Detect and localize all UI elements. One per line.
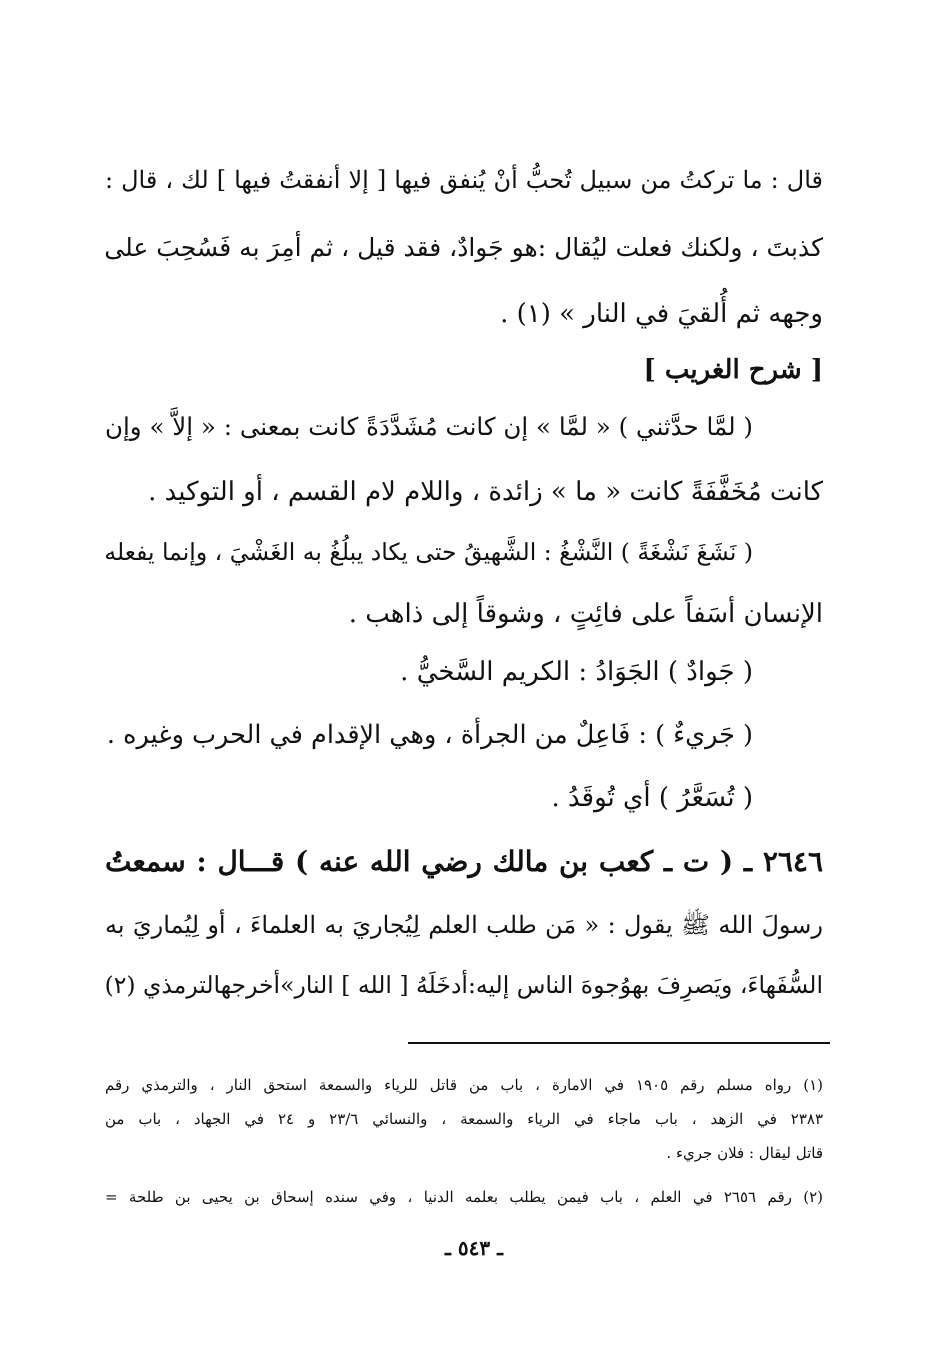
footnote-separator <box>408 1042 830 1044</box>
body-line-2: كذبتَ ، ولكنك فعلت ليُقال :هو جَوادٌ، فقد قيل ، ثم أمِرَ به فَسُحِبَ على <box>104 233 823 262</box>
gharib-line-1: ( لمَّا حدَّثني ) « لمَّا » إن كانت مُشَدَّدَةً كانت بمعنى : « إلاَّ » وإن <box>105 412 753 441</box>
hadith-line-1: رسولَ الله ﷺ يقول : « مَن طلب العلم لِيُجاريَ به العلماءَ ، أو لِيُماريَ به <box>105 911 823 939</box>
gharib-line-2: كانت مُخَفَّفَةً كانت « ما » زائدة ، واللام لام القسم ، أو التوكيد . <box>148 477 823 507</box>
body-line-1: قال : ما تركتُ من سبيل تُحبُّ أنْ يُنفق فيها [ إلا أنفقتُ فيها ] لك ، قال : <box>105 166 824 194</box>
hadith-line-2: السُّفَهاءَ، ويَصرِفَ بهوُجوهَ الناس إليه:أدخَلَهُ [ الله ] النار»أخرجهالترمذي (٢) <box>104 971 823 999</box>
gharib-heading: [ شرح الغريب ] <box>643 355 823 385</box>
hadith-heading: ٢٦٤٦ ـ ( ت ـ كعب بن مالك رضي الله عنه ) قـــال : سمعتُ <box>105 845 823 878</box>
footnote-line-2: ٢٣٨٣ في الزهد ، باب ماجاء في الرياء والسمعة ، والنسائي ٢٣/٦ و ٢٤ في الجهاد ، باب من <box>105 1110 824 1128</box>
gharib-line-6: ( جَريءٌ ) : فَاعِلٌ من الجرأة ، وهي الإقدام في الحرب وغيره . <box>106 720 753 750</box>
body-line-3: وجهه ثم أُلقيَ في النار » (١) . <box>500 299 823 329</box>
footnote-line-4: (٢) رقم ٢٦٥٦ في العلم ، باب فيمن يطلب بعلمه الدنيا ، وفي سنده إسحاق بن يحيى بن طلحة = <box>105 1188 823 1206</box>
footnote-line-1: (١) رواه مسلم رقم ١٩٠٥ في الامارة ، باب من قاتل للرياء والسمعة استحق النار ، والترمذي رقم <box>105 1076 823 1094</box>
gharib-line-5: ( جَوادٌ ) الجَوَادُ : الكريم السَّخيُّ . <box>400 657 753 687</box>
gharib-line-4: الإنسان أسَفاً على فائِتٍ ، وشوقاً إلى ذاهب . <box>348 599 823 629</box>
gharib-line-3: ( نَشَغَ نَشْغَةً ) النَّشْغُ : الشَّهيقُ حتى يكاد يبلُغُ به الغَشْيَ ، وإنما يفعله <box>104 538 753 566</box>
gharib-line-7: ( تُسَعَّرُ ) أي تُوقَدُ . <box>551 783 753 813</box>
footnote-line-3: قاتل ليقال : فلان جريء . <box>666 1144 823 1162</box>
page-number: ـ ٥٤٣ ـ <box>445 1236 503 1260</box>
